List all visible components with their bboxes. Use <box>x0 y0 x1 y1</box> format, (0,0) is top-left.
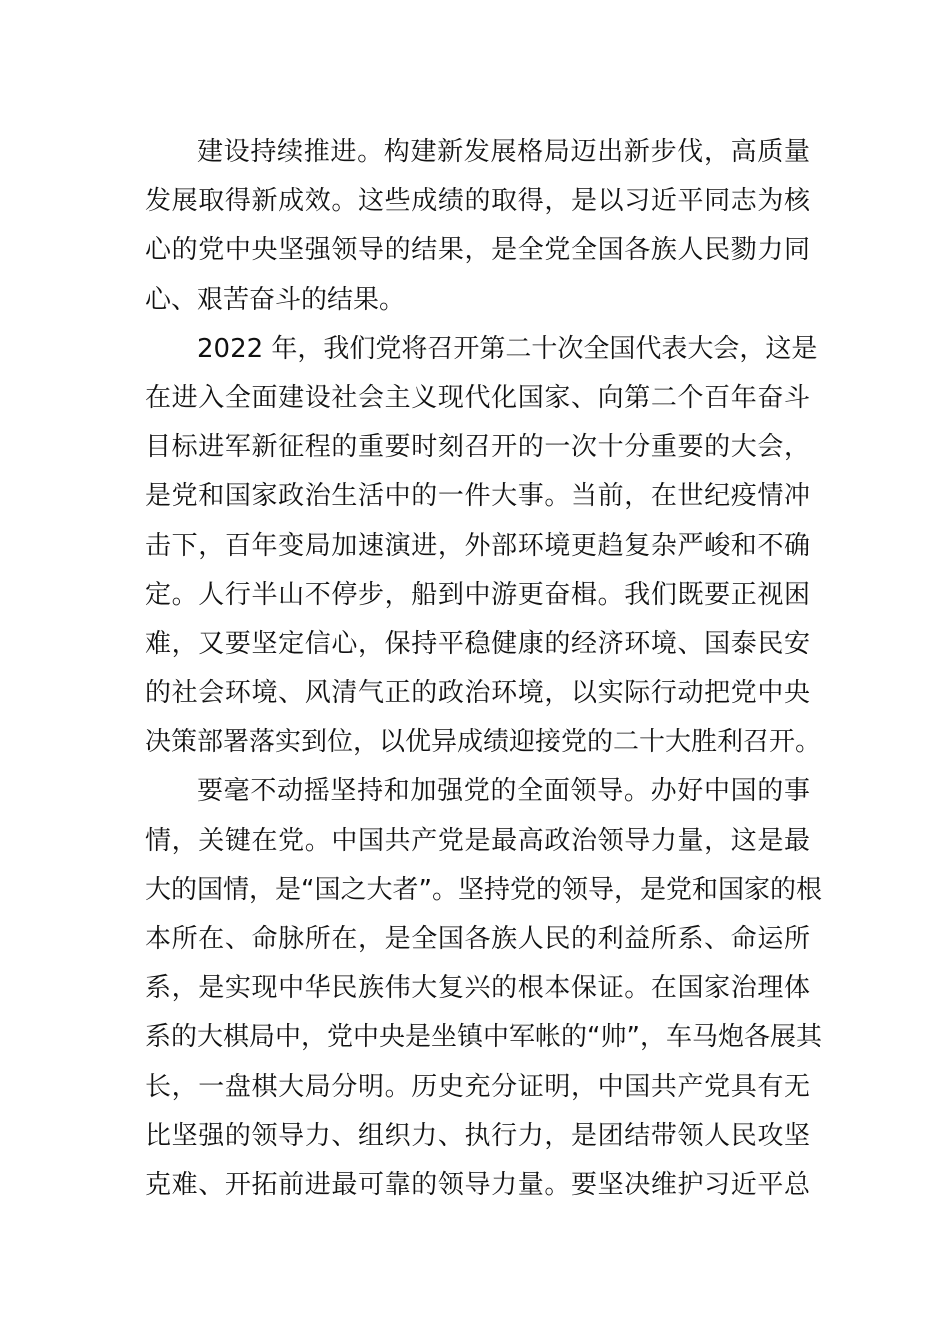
text-line: 难，又要坚定信心，保持平稳健康的经济环境、国泰民安 <box>145 628 810 659</box>
text-line: 系，是实现中华民族伟大复兴的根本保证。在国家治理体 <box>145 973 810 1004</box>
text-line: 大的国情，是“国之大者”。坚持党的领导，是党和国家的根 <box>145 874 822 905</box>
text-line: 的社会环境、风清气正的政治环境，以实际行动把党中央 <box>145 678 810 709</box>
text-line: 决策部署落实到位，以优异成绩迎接党的二十大胜利召开。 <box>145 727 822 758</box>
text-line: 情，关键在党。中国共产党是最高政治领导力量，这是最 <box>145 825 810 856</box>
text-line: 发展取得新成效。这些成绩的取得，是以习近平同志为核 <box>145 186 810 217</box>
text-line: 建设持续推进。构建新发展格局迈出新步伐，高质量 <box>197 137 810 167</box>
text-line: 定。人行半山不停步，船到中游更奋楫。我们既要正视困 <box>145 579 810 610</box>
text-line: 比坚强的领导力、组织力、执行力，是团结带领人民攻坚 <box>145 1120 810 1151</box>
text-line: 系的大棋局中，党中央是坐镇中军帐的“帅”，车马炮各展其 <box>145 1022 822 1053</box>
text-line: 目标进军新征程的重要时刻召开的一次十分重要的大会， <box>145 432 810 463</box>
document-body <box>145 128 822 1210</box>
text-line: 2022 年，我们党将召开第二十次全国代表大会，这是 <box>197 333 818 364</box>
text-line: 是党和国家政治生活中的一件大事。当前，在世纪疫情冲 <box>145 481 810 512</box>
text-line: 长，一盘棋大局分明。历史充分证明，中国共产党具有无 <box>145 1071 810 1102</box>
text-line: 击下，百年变局加速演进，外部环境更趋复杂严峻和不确 <box>145 530 810 561</box>
text-line: 在进入全面建设社会主义现代化国家、向第二个百年奋斗 <box>145 382 810 413</box>
text-line: 克难、开拓前进最可靠的领导力量。要坚决维护习近平总 <box>145 1169 810 1200</box>
text-line: 要毫不动摇坚持和加强党的全面领导。办好中国的事 <box>197 776 810 807</box>
text-line: 心的党中央坚强领导的结果，是全党全国各族人民勠力同 <box>145 235 810 266</box>
text-line: 本所在、命脉所在，是全国各族人民的利益所系、命运所 <box>145 924 810 954</box>
text-line: 心、艰苦奋斗的结果。 <box>145 284 406 315</box>
